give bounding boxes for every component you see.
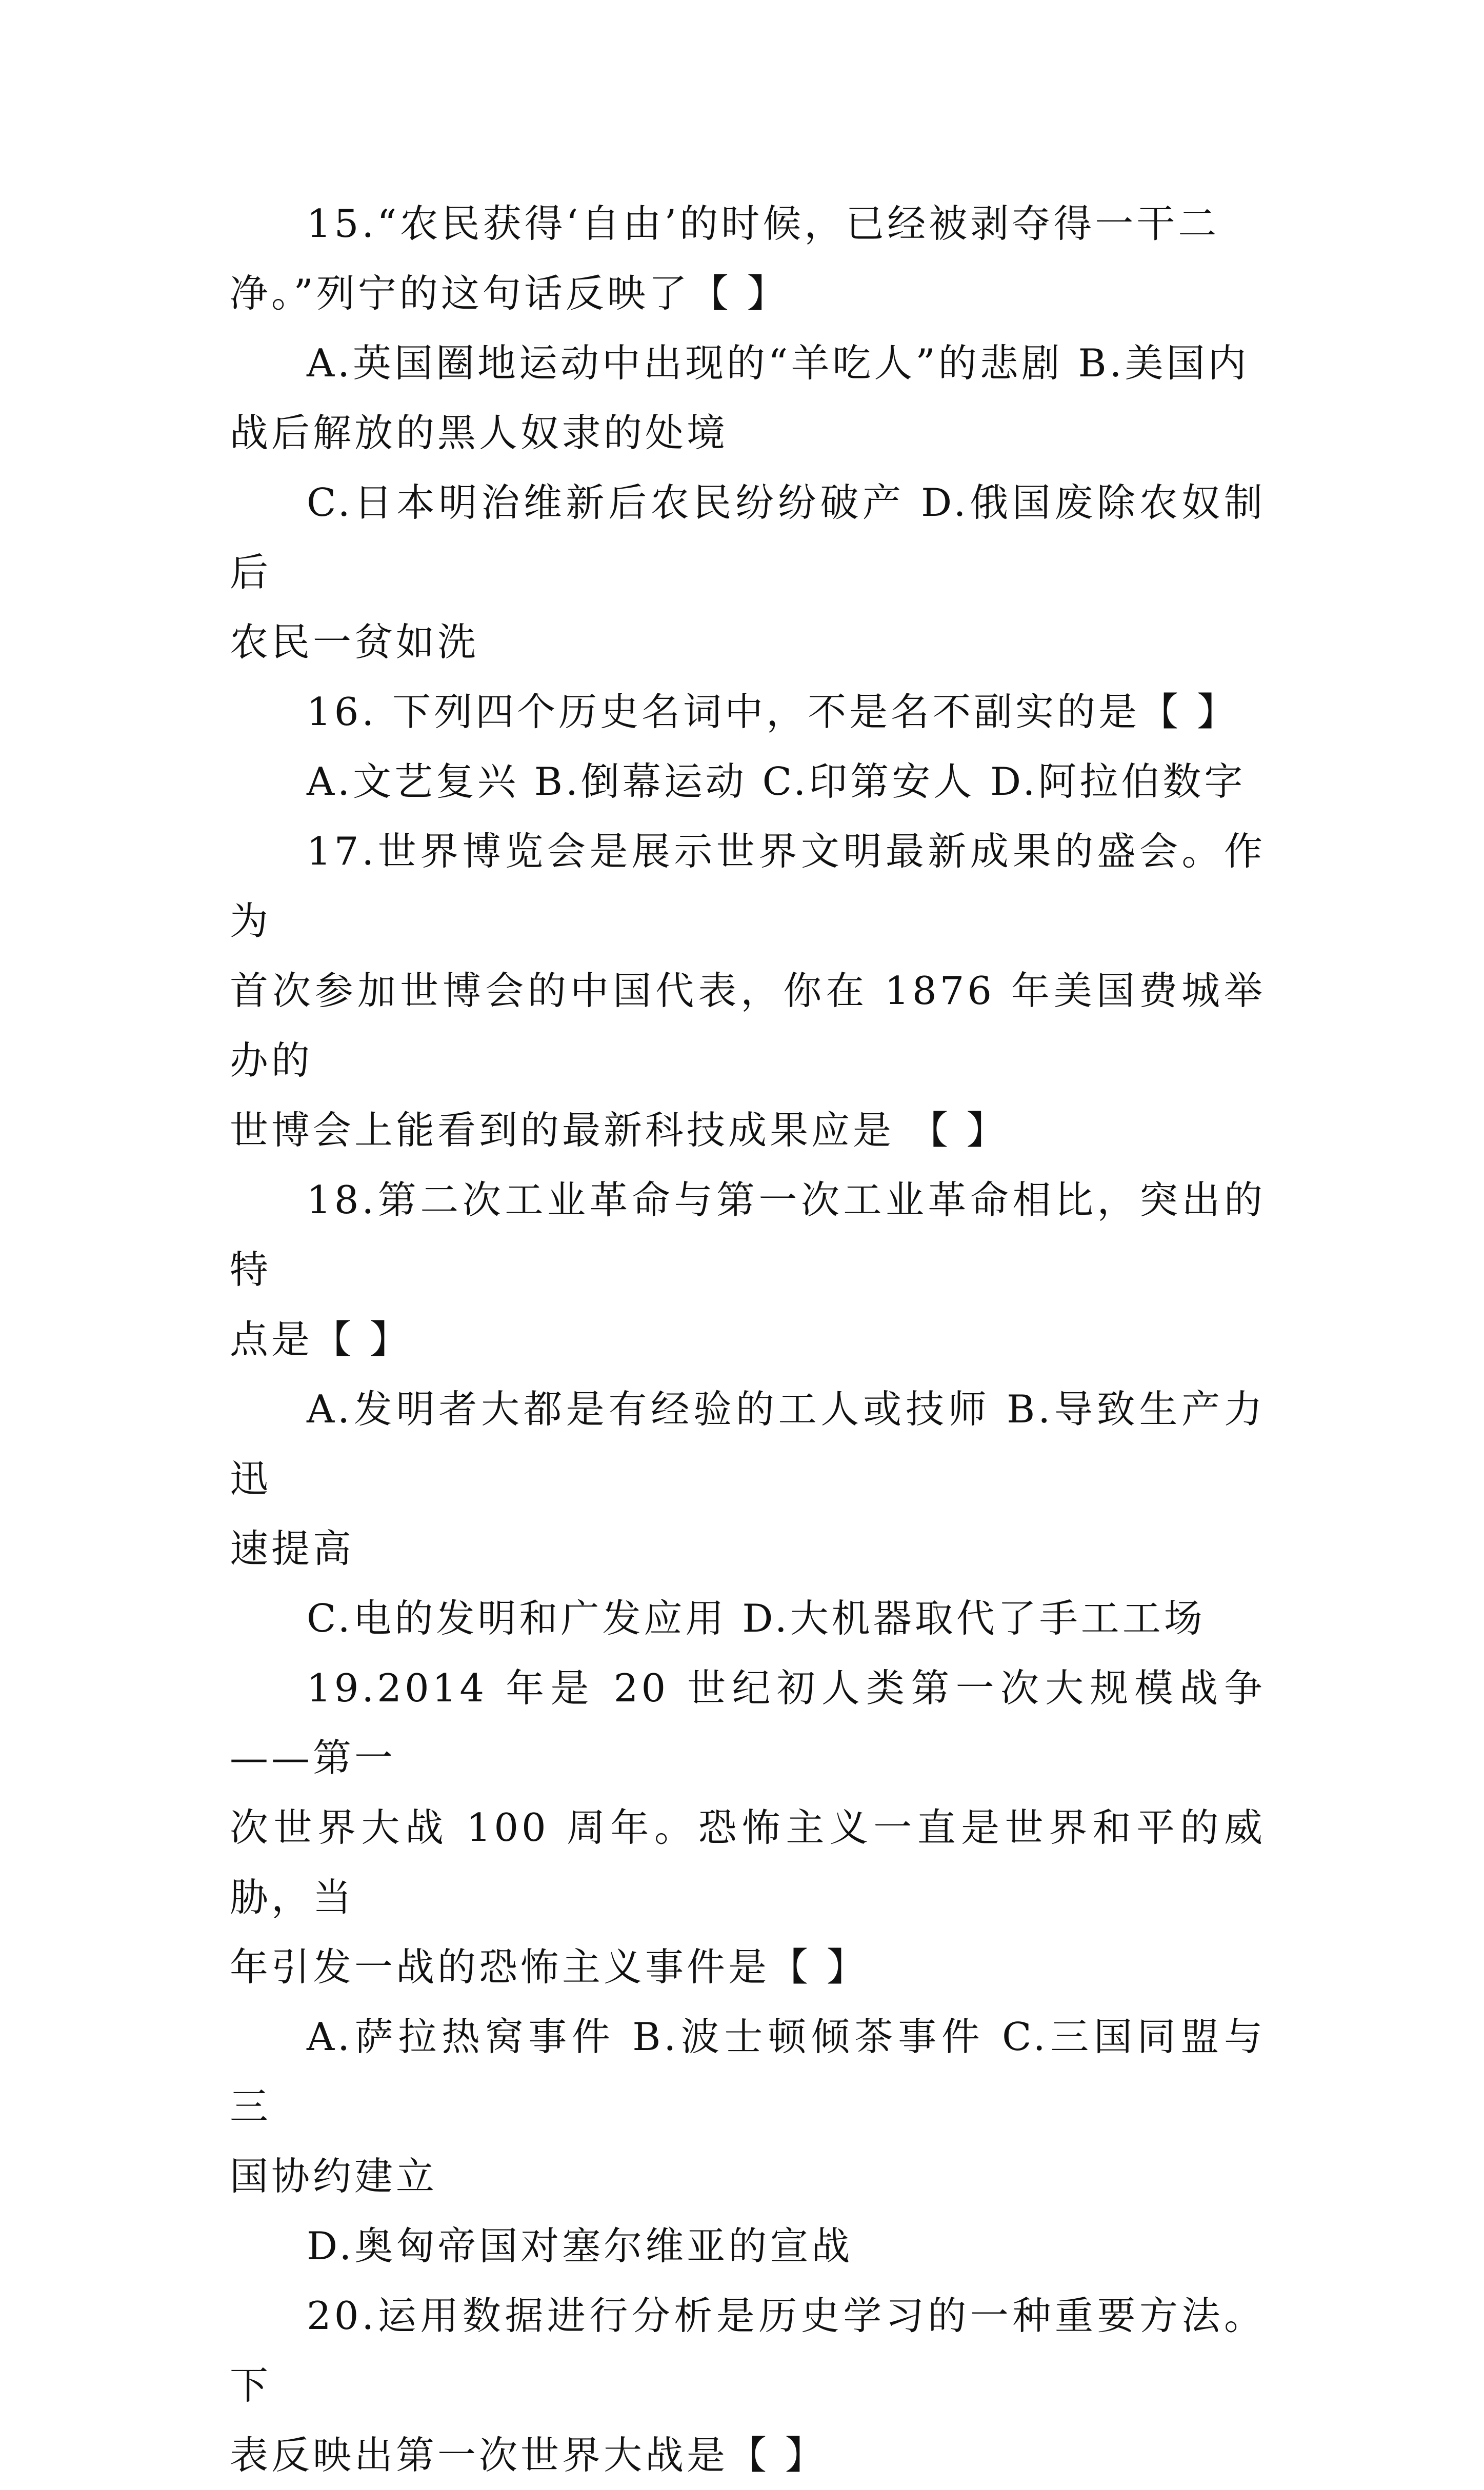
question-18-stem-line-2: 点是【 】 [230, 1317, 411, 1362]
question-15-options-cd [230, 468, 1266, 677]
question-15-stem-line-1: 15.“农民获得‘自由’的时候，已经被剥夺得一干二 [307, 201, 1220, 246]
question-15-option-line-1: A.英国圈地运动中出现的“羊吃人”的悲剧 B.美国内 [307, 340, 1250, 386]
question-19-stem-line-2: 次世界大战 100 周年。恐怖主义一直是世界和平的威胁，当 [230, 1805, 1266, 1920]
question-17-stem [230, 816, 1266, 1165]
question-19-options-abc [230, 2002, 1266, 2211]
question-15-stem-line-2: 净。”列宁的这句话反映了【 】 [230, 271, 789, 316]
question-18-options-cd [230, 1583, 1266, 1653]
question-19-stem-line-3: 年引发一战的恐怖主义事件是【 】 [230, 1944, 868, 1990]
question-18-option-line-2: 速提高 [230, 1526, 355, 1571]
question-20-stem-line-2: 表反映出第一次世界大战是【 】 [230, 2433, 827, 2478]
question-16-stem-line-1: 16. 下列四个历史名词中，不是名不副实的是【 】 [307, 689, 1238, 734]
question-18-options-ab [230, 1374, 1266, 1583]
question-18-stem [230, 1165, 1266, 1374]
question-list [230, 189, 1266, 2490]
question-15-option-line-3: C.日本明治维新后农民纷纷破产 D.俄国废除农奴制后 [230, 480, 1266, 595]
question-19-options-d [230, 2211, 1266, 2281]
question-20-stem [230, 2281, 1266, 2490]
question-16-option-line-1: A.文艺复兴 B.倒幕运动 C.印第安人 D.阿拉伯数字 [307, 759, 1246, 804]
question-19-stem-line-1: 19.2014 年是 20 世纪初人类第一次大规模战争——第一 [230, 1665, 1266, 1780]
question-19-stem [230, 1653, 1266, 2002]
question-19-option-line-2: 国协约建立 [230, 2154, 438, 2199]
question-18-option-line-3: C.电的发明和广发应用 D.大机器取代了手工工场 [307, 1596, 1206, 1641]
question-16-options [230, 747, 1266, 816]
question-17-stem-line-1: 17.世界博览会是展示世界文明最新成果的盛会。作为 [230, 829, 1266, 943]
question-15-stem [230, 189, 1266, 328]
question-20-stem-line-1: 20.运用数据进行分析是历史学习的一种重要方法。下 [230, 2293, 1266, 2408]
question-16-stem [230, 677, 1266, 747]
question-17-stem-line-2: 首次参加世博会的中国代表，你在 1876 年美国费城举办的 [230, 968, 1266, 1083]
question-15-options-ab [230, 328, 1266, 468]
question-17-stem-line-3: 世博会上能看到的最新科技成果应是 【 】 [230, 1108, 1008, 1153]
question-15-option-line-4: 农民一贫如洗 [230, 619, 479, 665]
question-15-option-line-2: 战后解放的黑人奴隶的处境 [230, 410, 729, 455]
question-19-option-line-3: D.奥匈帝国对塞尔维亚的宣战 [307, 2223, 853, 2268]
question-19-option-line-1: A.萨拉热窝事件 B.波士顿倾茶事件 C.三国同盟与三 [230, 2014, 1266, 2129]
question-18-option-line-1: A.发明者大都是有经验的工人或技师 B.导致生产力迅 [230, 1387, 1266, 1501]
question-18-stem-line-1: 18.第二次工业革命与第一次工业革命相比，突出的特 [230, 1177, 1266, 1292]
